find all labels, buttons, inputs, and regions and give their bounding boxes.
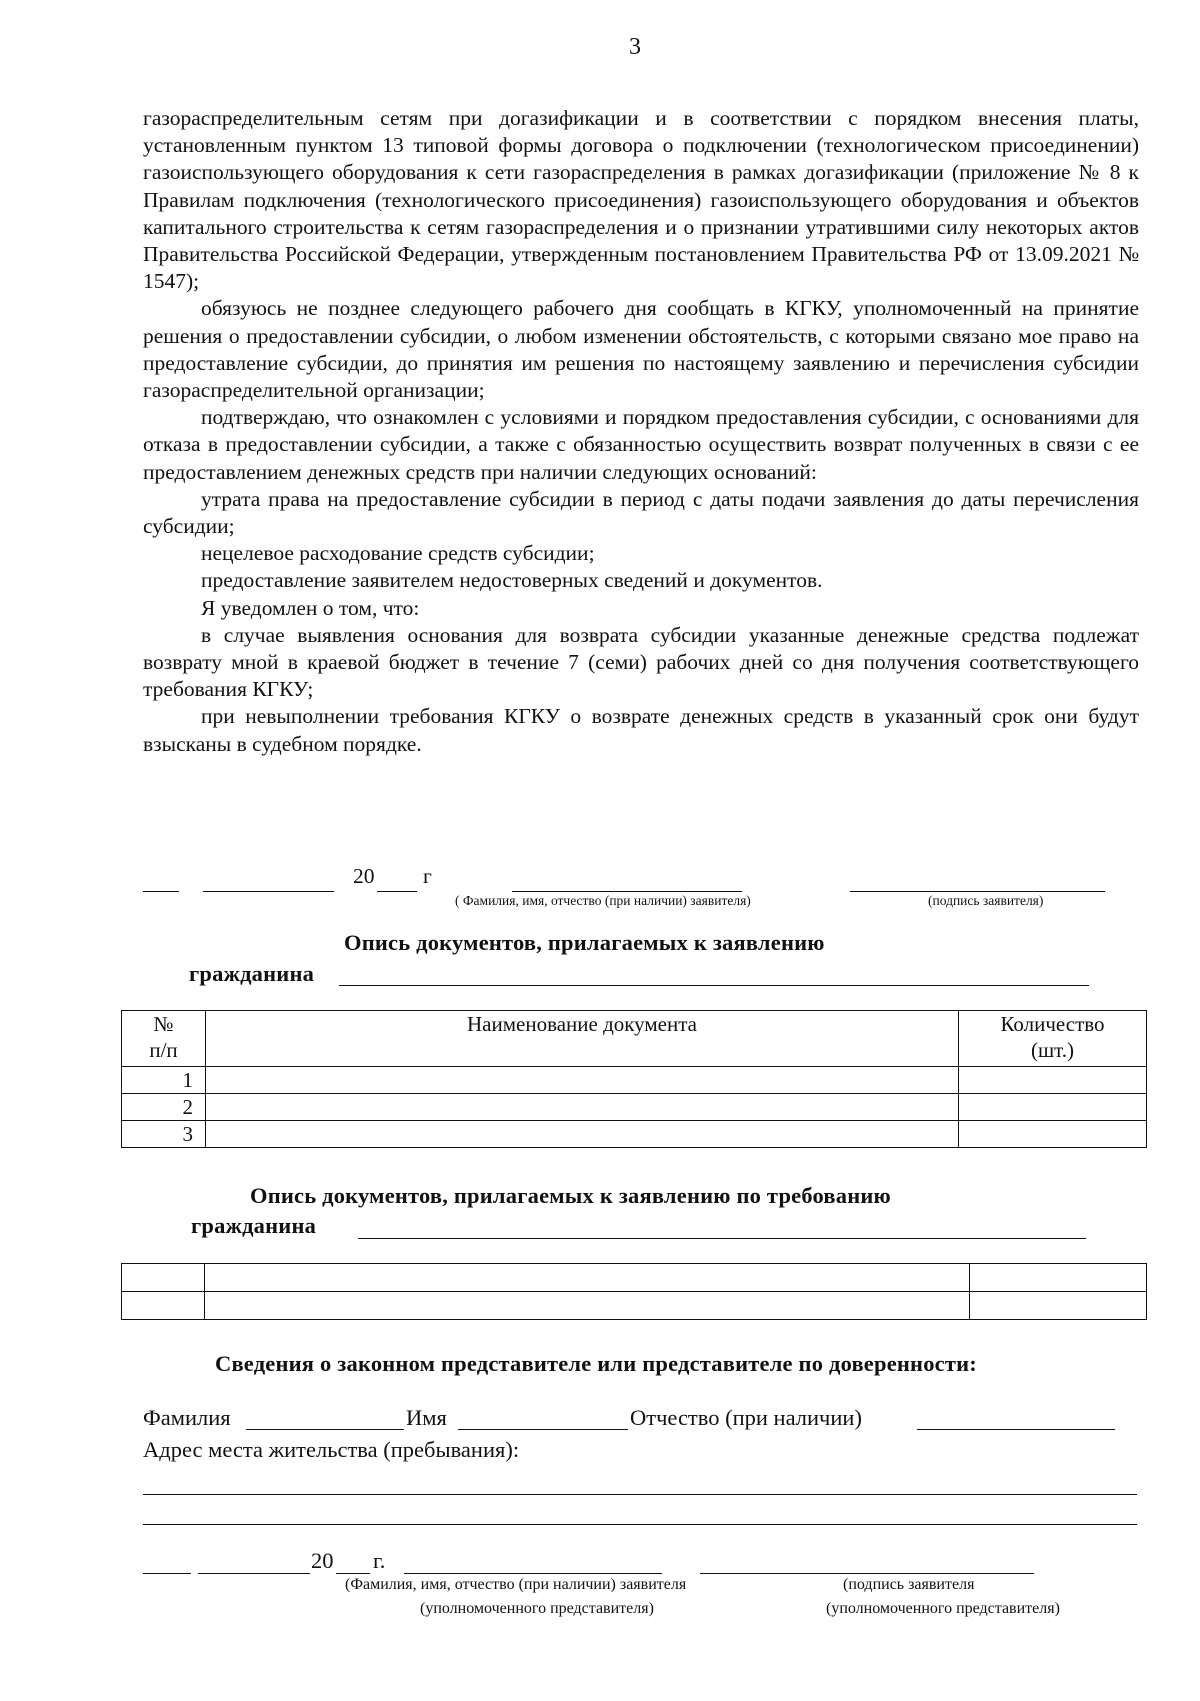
doc-name-cell (206, 1094, 959, 1121)
row-number: 2 (122, 1094, 206, 1121)
header-doc-name-cell (206, 1011, 959, 1067)
table-header-row (122, 1011, 1147, 1067)
rep-sign-caption-1: (подпись заявителя (843, 1576, 975, 1593)
inventory-2-citizen-line (358, 1238, 1086, 1239)
inventory-1-table (121, 1010, 1147, 1148)
qty-cell (959, 1094, 1147, 1121)
row-number: 1 (122, 1067, 206, 1094)
month-line (203, 891, 334, 892)
applicant-signature-caption: (подпись заявителя) (928, 893, 1044, 908)
qty-cell (970, 1292, 1147, 1320)
representative-title: Сведения о законном представителе или представителе по доверенности: (215, 1351, 977, 1376)
address-line-2 (143, 1524, 1137, 1525)
header-qty-line1: Количество (1000, 1012, 1105, 1036)
table-row (122, 1121, 1147, 1148)
applicant-name-caption: ( Фамилия, имя, отчество (при наличии) заявителя) (455, 893, 751, 908)
rep-name-caption-2: (уполномоченного представителя) (420, 1600, 654, 1617)
doc-name-cell (206, 1121, 959, 1148)
header-qty-line2: (шт.) (1030, 1038, 1074, 1062)
address-line-1 (143, 1494, 1137, 1495)
paragraph-continuation: газораспределительным сетям при догазификации и в соответствии с порядком внесения платы, установленным пунктом 13 типовой формы договора о подключении (технологическом присоединении) газоиспользующего оборудования к сети газораспределения в рамках догазификации (приложение № 8 к Правилам подключения (технологического присоединения) газоиспользующего оборудования и объектов капитального строительства к сетям газораспределения и о признании утратившими силу некоторых актов Правительства Российской Федерации, утвержденным постановлением Правительства РФ от 13.09.2021 № 1547); (143, 106, 1139, 294)
paragraph-notified: Я уведомлен о том, что: (201, 595, 420, 620)
name-line (458, 1429, 628, 1430)
rep-year-suffix: г. (373, 1548, 386, 1573)
patronymic-line (917, 1429, 1115, 1430)
qty-cell (959, 1121, 1147, 1148)
patronymic-label: Отчество (при наличии) (630, 1405, 862, 1430)
table-row (122, 1067, 1147, 1094)
rep-day-line (143, 1573, 191, 1574)
surname-label: Фамилия (143, 1405, 231, 1430)
rep-year-line (336, 1573, 370, 1574)
rep-sign-caption-2: (уполномоченного представителя) (826, 1600, 1060, 1617)
paragraph-refund: в случае выявления основания для возврата субсидии указанные денежные средства подлежат возврату мной в краевой бюджет в течение 7 (семи) рабочих дней со дня получения соответствующего требования КГКУ; (143, 622, 1139, 702)
address-label: Адрес места жительства (пребывания): (143, 1437, 520, 1462)
qty-cell (970, 1264, 1147, 1292)
paragraph-obligation: обязуюсь не позднее следующего рабочего дня сообщать в КГКУ, уполномоченный на принятие решения о предоставлении субсидии, о любом изменении обстоятельств, с которыми связано мое право на предоставление субсидии, до принятия им решения по настоящему заявлению и перечисления субсидии газораспределительной организации; (143, 296, 1139, 403)
num-cell (122, 1264, 205, 1292)
surname-line (246, 1429, 404, 1430)
page-number: 3 (629, 34, 641, 60)
doc-name-cell (205, 1264, 970, 1292)
header-num-cell (122, 1011, 206, 1067)
qty-cell (959, 1067, 1147, 1094)
paragraph-enforcement: при невыполнении требования КГКУ о возврате денежных средств в указанный срок они будут взысканы в судебном порядке. (143, 704, 1139, 756)
year-suffix: г (423, 864, 432, 888)
paragraph-ground-2: нецелевое расходование средств субсидии; (201, 541, 595, 566)
header-num-line2: п/п (149, 1038, 178, 1062)
header-num-line1: № (153, 1012, 174, 1036)
paragraph-confirmation: подтверждаю, что ознакомлен с условиями и порядком предоставления субсидии, с основаниями для отказа в предоставлении субсидии, а также с обязанностью осуществить возврат полученных в связи с ее предоставлением денежных средств при наличии следующих оснований: (143, 405, 1139, 484)
rep-name-caption-1: (Фамилия, имя, отчество (при наличии) заявителя (345, 1576, 687, 1593)
inventory-2-citizen-label: гражданина (191, 1213, 317, 1238)
table-row (122, 1264, 1147, 1292)
applicant-name-line (512, 891, 742, 892)
table-row (122, 1292, 1147, 1320)
name-label: Имя (406, 1405, 447, 1430)
rep-signature-line (700, 1573, 1034, 1574)
inventory-2-title: Опись документов, прилагаемых к заявлению по требованию (250, 1183, 891, 1208)
inventory-2-table (121, 1263, 1147, 1320)
year-prefix: 20 (353, 864, 375, 888)
row-number: 3 (122, 1121, 206, 1148)
body-text (143, 105, 1139, 758)
rep-year-prefix: 20 (311, 1548, 334, 1573)
rep-month-line (198, 1573, 310, 1574)
header-qty-cell (959, 1011, 1147, 1067)
doc-name-cell (205, 1292, 970, 1320)
num-cell (122, 1292, 205, 1320)
header-doc-name: Наименование документа (467, 1012, 697, 1036)
inventory-1-title: Опись документов, прилагаемых к заявлению (344, 930, 825, 955)
rep-name-line (404, 1573, 662, 1574)
doc-name-cell (206, 1067, 959, 1094)
year-line (377, 891, 417, 892)
applicant-signature-line (850, 891, 1105, 892)
paragraph-ground-3: предоставление заявителем недостоверных сведений и документов. (201, 568, 823, 593)
day-line (143, 891, 179, 892)
inventory-1-citizen-label: гражданина (189, 961, 315, 986)
paragraph-ground-1: утрата права на предоставление субсидии в период с даты подачи заявления до даты перечисления субсидии; (143, 486, 1139, 539)
table-row (122, 1094, 1147, 1121)
inventory-1-citizen-line (339, 985, 1089, 986)
